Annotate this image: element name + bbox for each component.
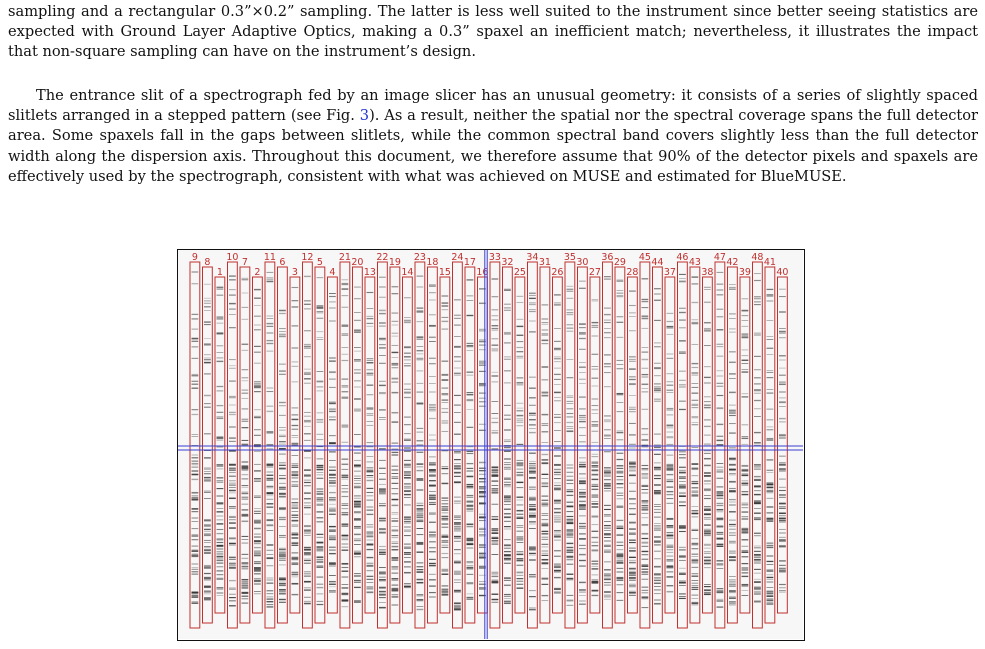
slitlet-number: 24 — [451, 252, 464, 263]
slitlet-number: 5 — [316, 257, 323, 268]
slitlet-number: 1 — [216, 267, 223, 278]
slitlet-number: 43 — [688, 257, 701, 268]
slitlet-number: 31 — [538, 257, 551, 268]
slitlet-number: 30 — [576, 257, 589, 268]
slitlet-number: 35 — [563, 252, 576, 263]
slitlet-number: 26 — [551, 267, 564, 278]
slitlet-number: 33 — [488, 252, 501, 263]
slitlet-number: 36 — [601, 252, 614, 263]
slitlet-number: 38 — [701, 267, 714, 278]
slitlet-number: 16 — [476, 267, 489, 278]
slitlet-number: 28 — [626, 267, 639, 278]
slitlet-number: 39 — [738, 267, 751, 278]
slitlet-number: 48 — [751, 252, 764, 263]
slitlet-number: 21 — [338, 252, 351, 263]
slitlet-number: 11 — [263, 252, 276, 263]
slitlet-number: 2 — [254, 267, 261, 278]
detector-slitlet-figure — [177, 249, 805, 641]
slitlet-number: 15 — [438, 267, 451, 278]
slitlet-number: 29 — [613, 257, 626, 268]
slitlet-number: 14 — [401, 267, 414, 278]
slitlet-number: 37 — [663, 267, 676, 278]
slitlet-number: 25 — [513, 267, 526, 278]
paragraph-2-text-start: The entrance slit of a spectrograph fed by an image slicer has an unusual geometry: it consists of a series of slightly spaced slitlets arranged in a stepped pattern (see Fig. — [8, 87, 978, 125]
slitlet-number: 34 — [526, 252, 539, 263]
slitlet-number: 13 — [363, 267, 376, 278]
slitlet-number: 23 — [413, 252, 426, 263]
slitlet-number: 8 — [204, 257, 211, 268]
slitlet-number: 6 — [279, 257, 286, 268]
slitlet-number: 12 — [301, 252, 314, 263]
slitlet-number: 22 — [376, 252, 389, 263]
slitlet-number: 9 — [191, 252, 198, 263]
slitlet-number: 27 — [588, 267, 601, 278]
paragraph-2-text — [8, 86, 978, 187]
slitlet-number: 47 — [713, 252, 726, 263]
slitlet-number: 20 — [351, 257, 364, 268]
slitlet-number: 46 — [676, 252, 689, 263]
slitlet-number: 10 — [226, 252, 239, 263]
slitlet-number: 3 — [291, 267, 298, 278]
paragraph-2 — [8, 86, 978, 187]
slitlet-number: 40 — [776, 267, 789, 278]
slitlet-number: 42 — [726, 257, 739, 268]
slitlet-number: 44 — [651, 257, 664, 268]
figure-reference-link[interactable]: 3 — [359, 107, 370, 125]
paragraph-1 — [8, 2, 978, 63]
slitlet-number: 7 — [241, 257, 248, 268]
slitlet-number: 17 — [463, 257, 476, 268]
paragraph-2-text-end: ). As a result, neither the spatial nor the spectral coverage spans the full detector area. Some spaxels fall in the gaps between slitlets, while the common spectral band covers slightly less than the full detector width along the dispersion axis. Throughout this document, we therefore assume that 90% of the detector pixels and spaxels are effectively used by the spectrograph, consistent with what was achieved on MUSE and estimated for BlueMUSE. — [8, 107, 979, 185]
detector-image — [178, 250, 803, 639]
slitlet-number: 19 — [388, 257, 401, 268]
slitlet-number: 18 — [426, 257, 439, 268]
slitlet-number: 32 — [501, 257, 514, 268]
paragraph-1-text: sampling and a rectangular 0.3”×0.2” sampling. The latter is less well suited to the instrument since better seeing statistics are expected with Ground Layer Adaptive Optics, making a 0.3” spaxel an inefficient match; nevertheless, it illustrates the impact that non-square sampling can have on the instrument’s design. — [8, 3, 978, 61]
slitlet-number: 45 — [638, 252, 651, 263]
slitlet-number: 41 — [763, 257, 776, 268]
slitlet-number: 4 — [329, 267, 336, 278]
